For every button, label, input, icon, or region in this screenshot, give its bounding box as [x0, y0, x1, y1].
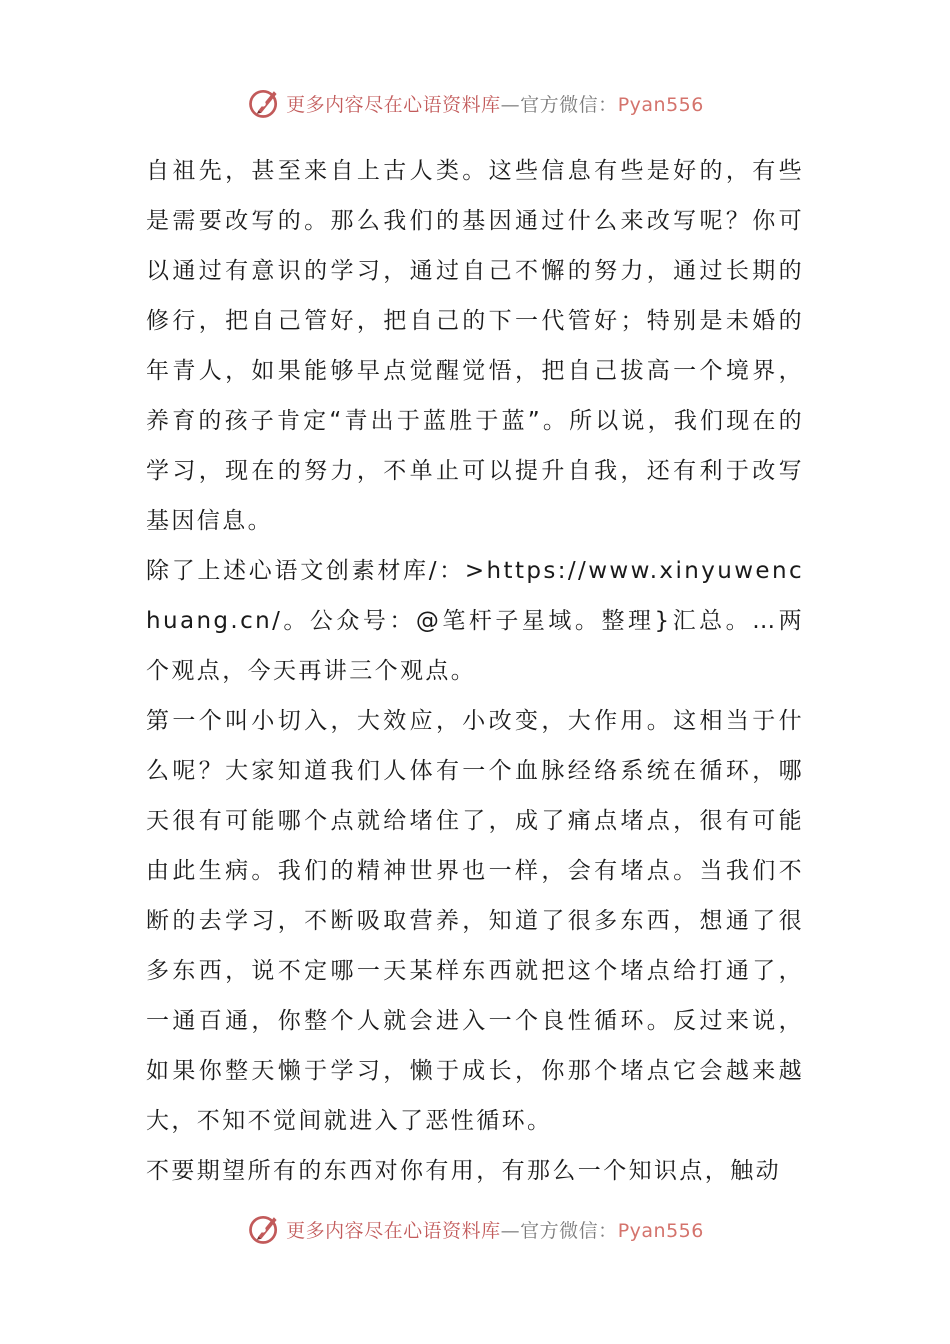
header-banner [0, 83, 950, 123]
pen-logo-icon [246, 1211, 282, 1247]
paragraph-1: 自祖先，甚至来自上古人类。这些信息有些是好的，有些是需要改写的。那么我们的基因通过什么来改写呢？你可以通过有意识的学习，通过自己不懈的努力，通过长期的修行，把自己管好，把自己的下一代管好；特别是未婚的年青人，如果能够早点觉醒觉悟，把自己拔高一个境界，养育的孩子肯定“青出于蓝胜于蓝”。所以说，我们现在的学习，现在的努力，不单止可以提升自我，还有利于改写基因信息。 [146, 158, 804, 534]
document-body [146, 146, 804, 1196]
banner-text: 更多内容尽在心语资料库—官方微信：Pyan556 [286, 93, 704, 116]
pen-logo-icon [246, 85, 282, 121]
banner-text: 更多内容尽在心语资料库—官方微信：Pyan556 [286, 1219, 704, 1242]
paragraph-4: 不要期望所有的东西对你有用，有那么一个知识点，触动 [146, 1158, 781, 1184]
paragraph-3: 第一个叫小切入，大效应，小改变，大作用。这相当于什么呢？大家知道我们人体有一个血脉经络系统在循环，哪天很有可能哪个点就给堵住了，成了痛点堵点，很有可能由此生病。我们的精神世界也一样，会有堵点。当我们不断的去学习，不断吸取营养，知道了很多东西，想通了很多东西，说不定哪一天某样东西就把这个堵点给打通了，一通百通，你整个人就会进入一个良性循环。反过来说，如果你整天懒于学习，懒于成长，你那个堵点它会越来越大，不知不觉间就进入了恶性循环。 [146, 708, 804, 1134]
paragraph-2: 除了上述心语文创素材库/：>https://www.xinyuwenchuang.cn/。公众号：@笔杆子星域。整理}汇总。…两个观点，今天再讲三个观点。 [146, 558, 804, 684]
footer-banner [0, 1209, 950, 1249]
